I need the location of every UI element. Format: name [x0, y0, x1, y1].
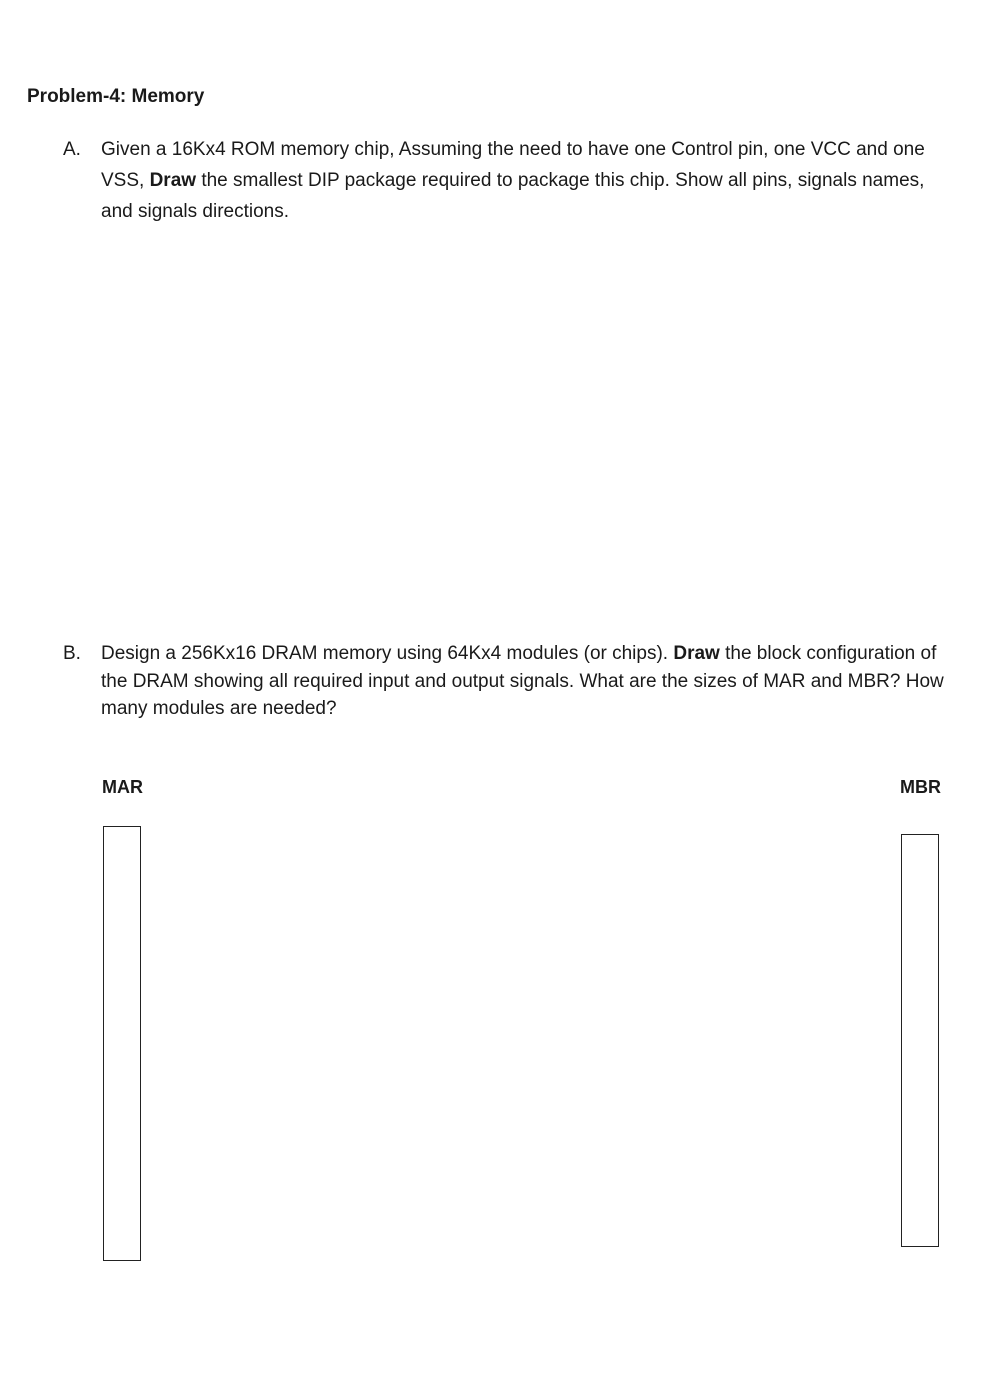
mbr-label: MBR	[900, 777, 941, 797]
page-title: Problem-4: Memory	[27, 86, 205, 107]
question-b-text	[101, 640, 953, 723]
mar-register-box	[103, 826, 141, 1261]
question-b-text-part2: the block configuration of the DRAM showing all required input and output signals. What are the sizes of MAR and MBR? How many modules are needed?	[101, 643, 944, 719]
question-b	[63, 640, 953, 723]
question-a-text-part2: the smallest DIP package required to package this chip. Show all pins, signals names, and signals directions.	[101, 170, 925, 222]
question-b-letter: B.	[63, 643, 81, 664]
question-b-bold-word: Draw	[673, 643, 720, 664]
question-a-text	[101, 134, 953, 227]
mar-label: MAR	[102, 777, 143, 797]
question-a-text-part1: Given a 16Kx4 ROM memory chip, Assuming the need to have one Control pin, one VCC and one VSS,	[101, 139, 925, 191]
question-b-text-part1: Design a 256Kx16 DRAM memory using 64Kx4 modules (or chips).	[101, 643, 674, 664]
question-a-bold-word: Draw	[149, 170, 197, 191]
mbr-register-box	[901, 834, 939, 1247]
question-a	[63, 134, 953, 227]
question-a-letter: A.	[63, 139, 81, 160]
